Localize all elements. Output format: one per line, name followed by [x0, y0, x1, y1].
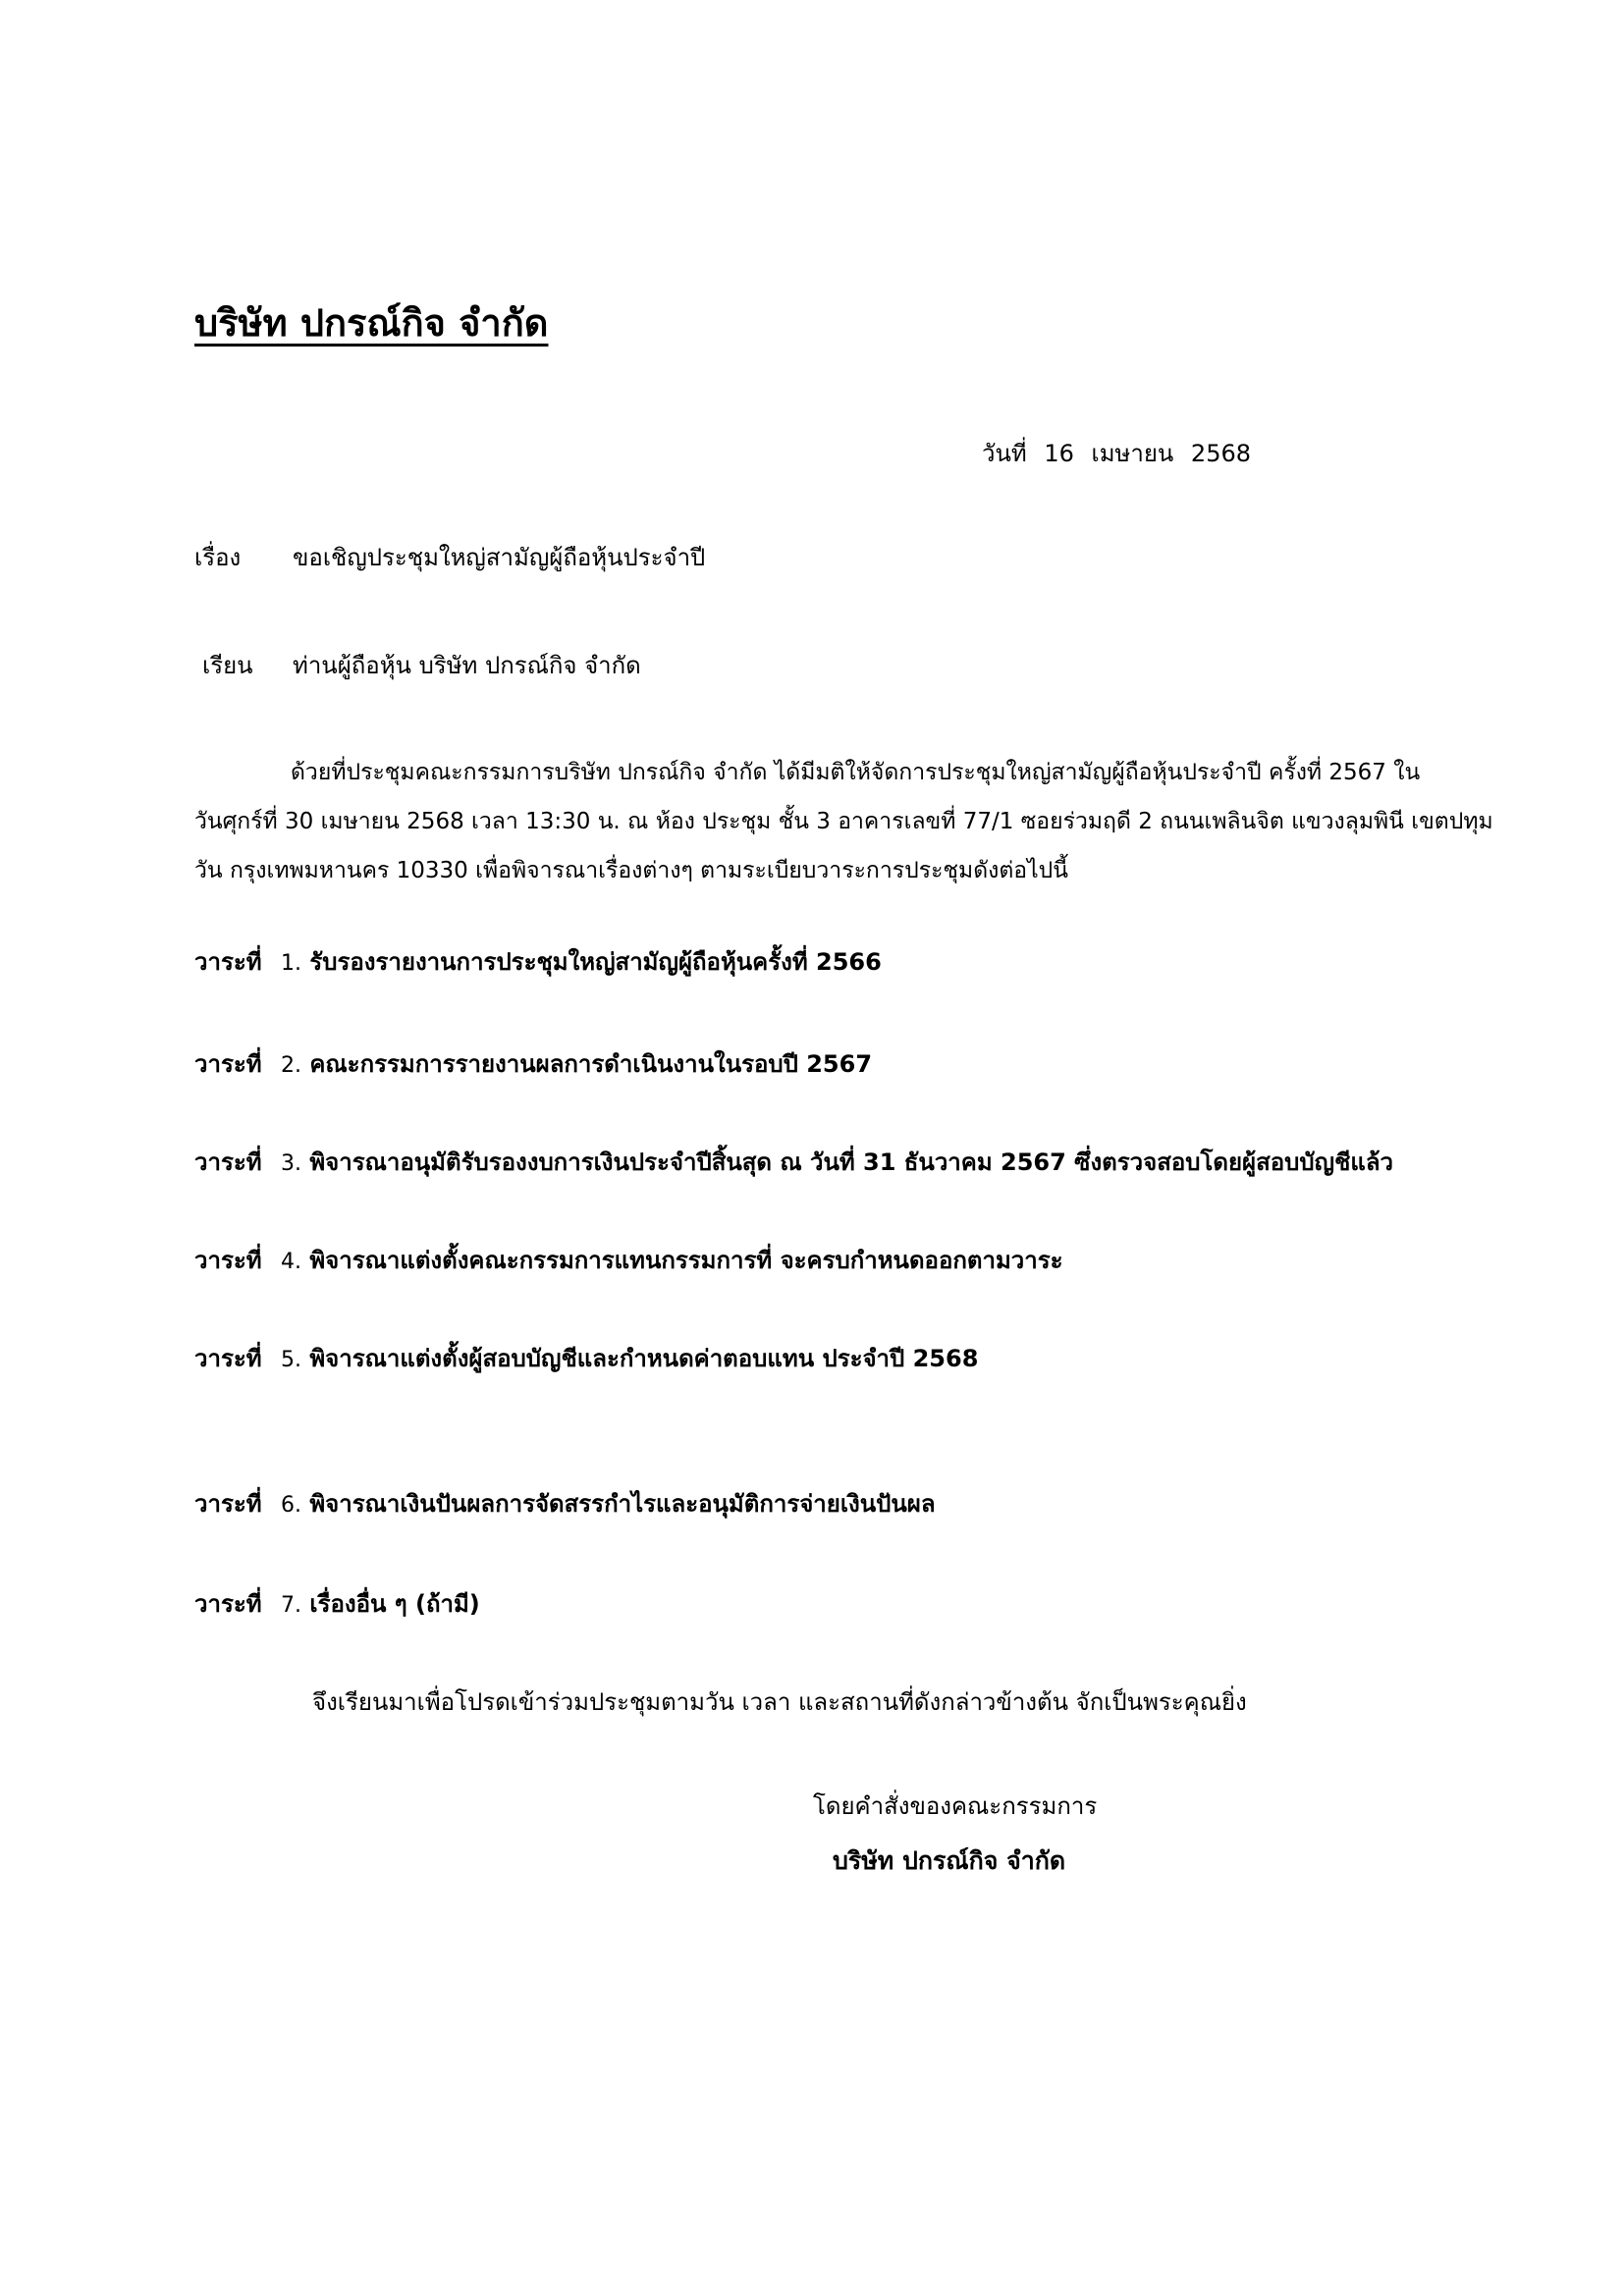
subject-label: เรื่อง: [194, 544, 242, 571]
to-text: ท่านผู้ถือหุ้น บริษัท ปกรณ์กิจ จำกัด: [293, 652, 641, 679]
subject-text: ขอเชิญประชุมใหญ่สามัญผู้ถือหุ้นประจำปี: [293, 544, 706, 571]
body-line: วันศุกร์ที่ 30 เมษายน 2568 เวลา 13:30 น. ณ ห้อง ประชุม ชั้น 3 อาคารเลขที่ 77/1 ซอยร่วมฤดี 2 ถนนเพลินจิต แขวงลุมพินี เขตปทุม: [194, 809, 1493, 834]
closing-sentence: จึงเรียนมาเพื่อโปรดเข้าร่วมประชุมตามวัน เวลา และสถานที่ดังกล่าวข้างต้น จักเป็นพระคุณยิ่ง: [312, 1688, 1247, 1716]
agenda-label: วาระที่: [194, 1050, 262, 1078]
date-line: วันที่ 16 เมษายน 2568: [982, 440, 1251, 467]
agenda-number: 3.: [281, 1151, 301, 1176]
to-label: เรียน: [202, 652, 253, 679]
agenda-label: วาระที่: [194, 1345, 262, 1372]
body-line: วัน กรุงเทพมหานคร 10330 เพื่อพิจารณาเรื่องต่างๆ ตามระเบียบวาระการประชุมดังต่อไปนี้: [194, 858, 1069, 883]
agenda-item-6: [194, 1484, 936, 1522]
agenda-text: พิจารณาแต่งตั้งผู้สอบบัญชีและกำหนดค่าตอบแทน ประจำปี 2568: [309, 1345, 979, 1372]
agenda-label: วาระที่: [194, 948, 262, 976]
agenda-number: 5.: [281, 1348, 301, 1372]
agenda-text: พิจารณาแต่งตั้งคณะกรรมการแทนกรรมการที่ จะครบกำหนดออกตามวาระ: [309, 1247, 1063, 1274]
agenda-label: วาระที่: [194, 1148, 262, 1176]
agenda-number: 2.: [281, 1053, 301, 1078]
company-title: บริษัท ปกรณ์กิจ จำกัด: [194, 301, 549, 345]
agenda-item-3: [194, 1143, 1393, 1181]
agenda-item-4: [194, 1241, 1063, 1279]
agenda-label: วาระที่: [194, 1590, 262, 1618]
agenda-number: 4.: [281, 1250, 301, 1274]
signature-order: โดยคำสั่งของคณะกรรมการ: [813, 1792, 1098, 1820]
agenda-item-7: [194, 1584, 480, 1623]
signature-company: บริษัท ปกรณ์กิจ จำกัด: [833, 1846, 1066, 1875]
agenda-item-1: [194, 942, 882, 981]
agenda-label: วาระที่: [194, 1247, 262, 1274]
agenda-item-2: [194, 1044, 872, 1083]
agenda-number: 7.: [281, 1593, 301, 1618]
agenda-number: 6.: [281, 1493, 301, 1518]
agenda-text: คณะกรรมการรายงานผลการดำเนินงานในรอบปี 2567: [309, 1050, 873, 1078]
agenda-item-5: [194, 1339, 978, 1377]
agenda-number: 1.: [281, 951, 301, 976]
agenda-text: พิจารณาเงินปันผลการจัดสรรกำไรและอนุมัติการจ่ายเงินปันผล: [309, 1490, 936, 1518]
agenda-text: พิจารณาอนุมัติรับรองงบการเงินประจำปีสิ้นสุด ณ วันที่ 31 ธันวาคม 2567 ซึ่งตรวจสอบโดยผู้สอบบัญชีแล้ว: [309, 1148, 1394, 1176]
body-paragraph: [194, 748, 1532, 895]
agenda-text: เรื่องอื่น ๆ (ถ้ามี): [309, 1590, 480, 1618]
agenda-text: รับรองรายงานการประชุมใหญ่สามัญผู้ถือหุ้นครั้งที่ 2566: [309, 948, 882, 976]
body-line: ด้วยที่ประชุมคณะกรรมการบริษัท ปกรณ์กิจ จำกัด ได้มีมติให้จัดการประชุมใหญ่สามัญผู้ถือหุ้นประจำปี ครั้งที่ 2567 ใน: [291, 760, 1421, 785]
agenda-label: วาระที่: [194, 1490, 262, 1518]
